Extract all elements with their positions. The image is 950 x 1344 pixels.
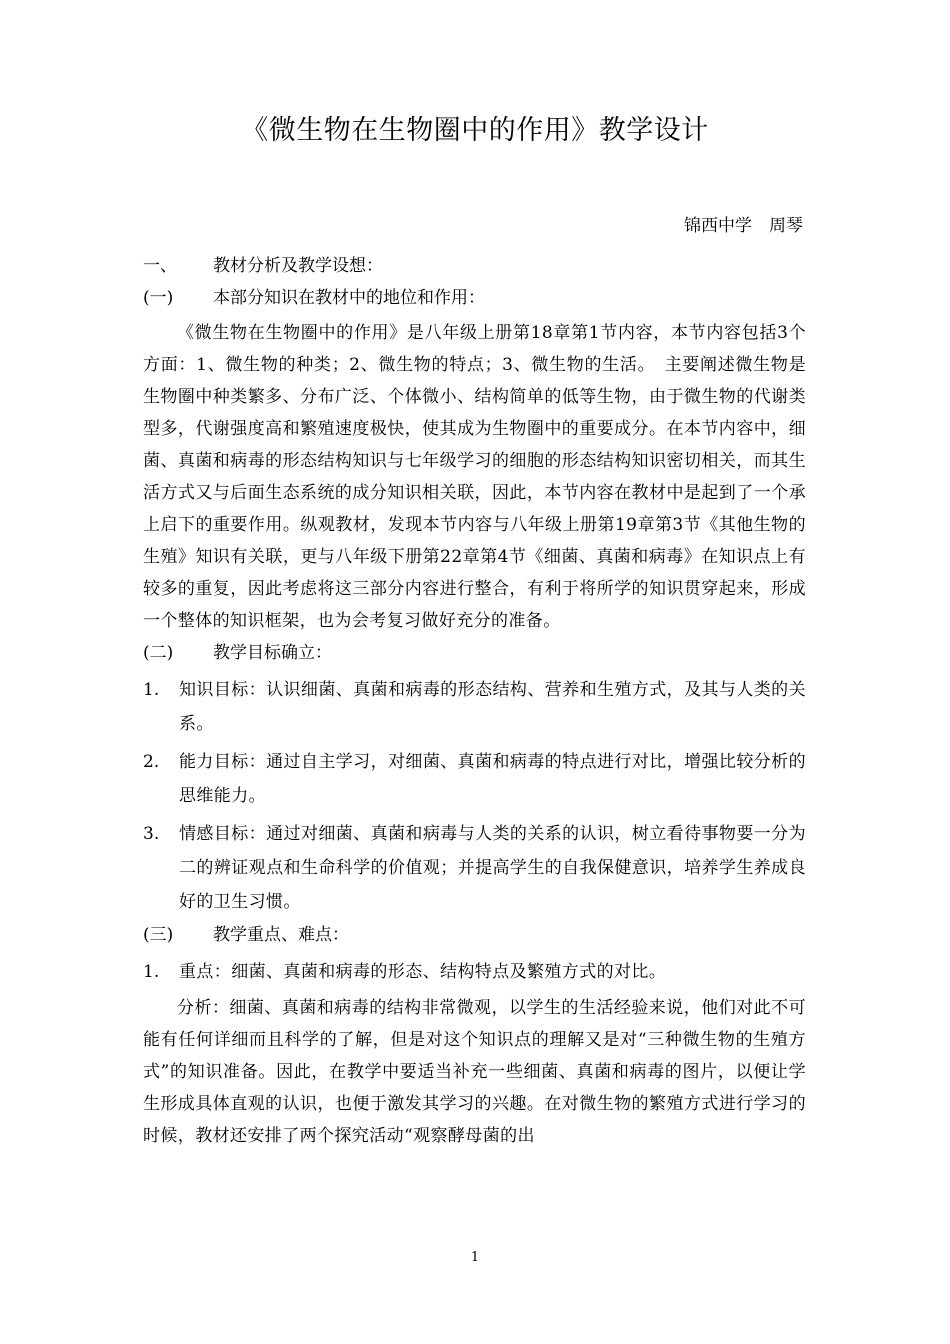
paragraph-analysis: 分析：细菌、真菌和病毒的结构非常微观，以学生的生活经验来说，他们对此不可能有任何详细而且科学的了解，但是对这个知识点的理解又是对“三种微生物的生殖方式”的知识准备。因此，在教学中要适当补充一些细菌、真菌和病毒的图片，以便让学生形成具体直观的认识，也便于激发其学习的兴趣。在对微生物的繁殖方式进行学习的时候，教材还安排了两个探究活动“观察酵母菌的出 (143, 998, 806, 1146)
subsection-heading-1 (143, 282, 806, 314)
subsection-title: 教学目标确立： (213, 643, 332, 663)
subsection-title: 本部分知识在教材中的地位和作用： (213, 288, 485, 308)
list-item-text: 知识目标：认识细菌、真菌和病毒的形态结构、营养和生殖方式，及其与人类的关系。 (179, 680, 806, 734)
section-title: 教材分析及教学设想： (213, 256, 383, 276)
list-item (143, 673, 806, 741)
list-item-number: 3. (143, 824, 160, 844)
paragraph-position: 《微生物在生物圈中的作用》是八年级上册第18章第1节内容，本节内容包括3个方面：1、微生物的种类；2、微生物的特点；3、微生物的生活。 主要阐述微生物是生物圈中种类繁多、分布广泛、个体微小、结构简单的低等生物，由于微生物的代谢类型多，代谢强度高和繁殖速度极快，使其成为生物圈中的重要成分。在本节内容中，细菌、真菌和病毒的形态结构知识与七年级学习的细胞的形态结构知识密切相关，而其生活方式又与后面生态系统的成分知识相关联，因此，本节内容在教材中是起到了一个承上启下的重要作用。纵观教材，发现本节内容与八年级上册第19章第3节《其他生物的生殖》知识有关联，更与八年级下册第22章第4节《细菌、真菌和病毒》在知识点上有较多的重复，因此考虑将这三部分内容进行整合，有利于将所学的知识贯穿起来，形成一个整体的知识框架，也为会考复习做好充分的准备。 (143, 323, 806, 631)
section-heading-1 (143, 250, 806, 282)
section-number: 一、 (143, 256, 177, 276)
subsection-heading-3 (143, 919, 806, 951)
subsection-number: (三) (143, 925, 174, 945)
subsection-title: 教学重点、难点： (213, 925, 349, 945)
document-title: 《微生物在生物圈中的作用》教学设计 (241, 115, 709, 146)
list-item-number: 1. (143, 680, 160, 700)
list-item-number: 2. (143, 752, 160, 772)
list-item (143, 745, 806, 813)
list-item-number: 1. (143, 962, 160, 982)
list-item-text: 重点：细菌、真菌和病毒的形态、结构特点及繁殖方式的对比。 (179, 962, 667, 982)
list-item-text: 能力目标：通过自主学习，对细菌、真菌和病毒的特点进行对比，增强比较分析的思维能力。 (179, 752, 806, 806)
author-line: 锦西中学 周琴 (684, 216, 803, 236)
subsection-number: (二) (143, 643, 174, 663)
list-item (143, 955, 806, 989)
list-item (143, 817, 806, 919)
page-number: 1 (470, 1250, 480, 1265)
subsection-number: (一) (143, 288, 174, 308)
list-item-text: 情感目标：通过对细菌、真菌和病毒与人类的关系的认识，树立看待事物要一分为二的辨证观点和生命科学的价值观；并提高学生的自我保健意识，培养学生养成良好的卫生习惯。 (179, 824, 806, 912)
document-body (143, 250, 806, 1152)
subsection-heading-2 (143, 637, 806, 669)
